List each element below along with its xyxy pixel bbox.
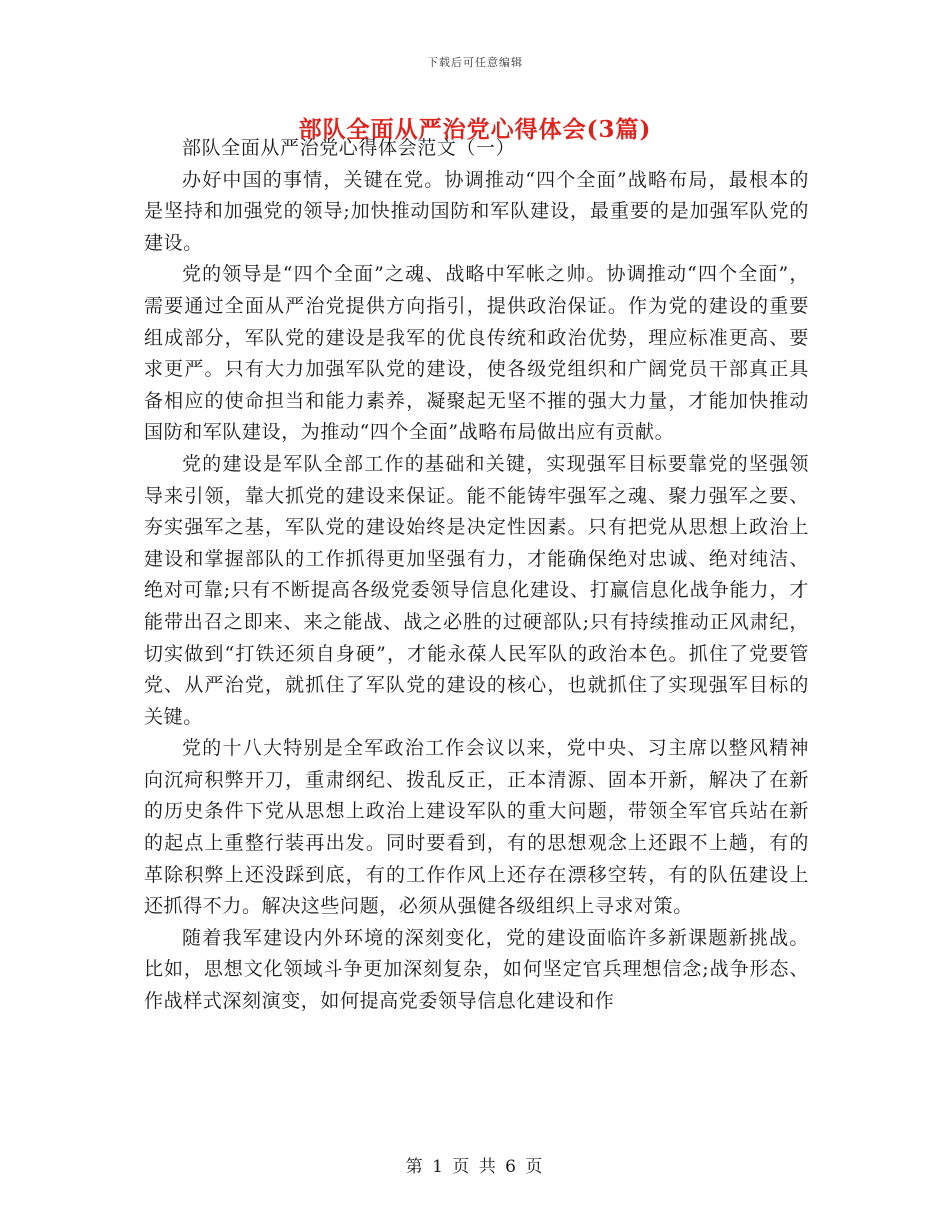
paragraph: 党的领导是“四个全面”之魂、战略中军帐之帅。协调推动“四个全面”，需要通过全面从严治党提供方向指引，提供政治保证。作为党的建设的重要组成部分，军队党的建设是我军的优良传统和政治优势，理应标准更高、要求更严。只有大力加强军队党的建设，使各级党组织和广阔党员干部真正具备相应的使命担当和能力素养，凝聚起无坚不摧的强大力量，才能加快推动国防和军队建设，为推动“四个全面”战略布局做出应有贡献。 [144,263,809,444]
paragraph: 办好中国的事情，关键在党。协调推动“四个全面”战略布局，最根本的是坚持和加强党的领导;加快推动国防和军队建设，最重要的是加强军队党的建设。 [144,168,809,254]
header-note: 下载后可任意编辑 [427,56,523,69]
paragraph: 党的十八大特别是全军政治工作会议以来，党中央、习主席以整风精神向沉疴积弊开刀，重肃纲纪、拨乱反正，正本清源、固本开新，解决了在新的历史条件下党从思想上政治上建设军队的重大问题，带领全军官兵站在新的起点上重整行装再出发。同时要看到，有的思想观念上还跟不上趟，有的革除积弊上还没踩到底，有的工作作风上还存在漂移空转，有的队伍建设上还抓得不力。解决这些问题，必须从强健各级组织上寻求对策。 [144,737,809,918]
document-subtitle: 部队全面从严治党心得体会范文（一） [182,137,516,159]
paragraph: 党的建设是军队全部工作的基础和关键，实现强军目标要靠党的坚强领导来引领，靠大抓党的建设来保证。能不能铸牢强军之魂、聚力强军之要、夯实强军之基，军队党的建设始终是决定性因素。只有把党从思想上政治上建设和掌握部队的工作抓得更加坚强有力，才能确保绝对忠诚、绝对纯洁、绝对可靠;只有不断提高各级党委领导信息化建设、打赢信息化战争能力，才能带出召之即来、来之能战、战之必胜的过硬部队;只有持续推动正风肃纪，切实做到“打铁还须自身硬”，才能永葆人民军队的政治本色。抓住了党要管党、从严治党，就抓住了军队党的建设的核心，也就抓住了实现强军目标的关键。 [144,452,809,728]
document-body [144,133,809,1018]
document-title: 部队全面从严治党心得体会(3篇) [298,116,652,143]
page-number: 第 1 页 共 6 页 [405,1157,545,1177]
paragraph: 随着我军建设内外环境的深刻变化，党的建设面临许多新课题新挑战。比如，思想文化领域斗争更加深刻复杂，如何坚定官兵理想信念;战争形态、作战样式深刻演变，如何提高党委领导信息化建设和作 [144,926,809,1013]
